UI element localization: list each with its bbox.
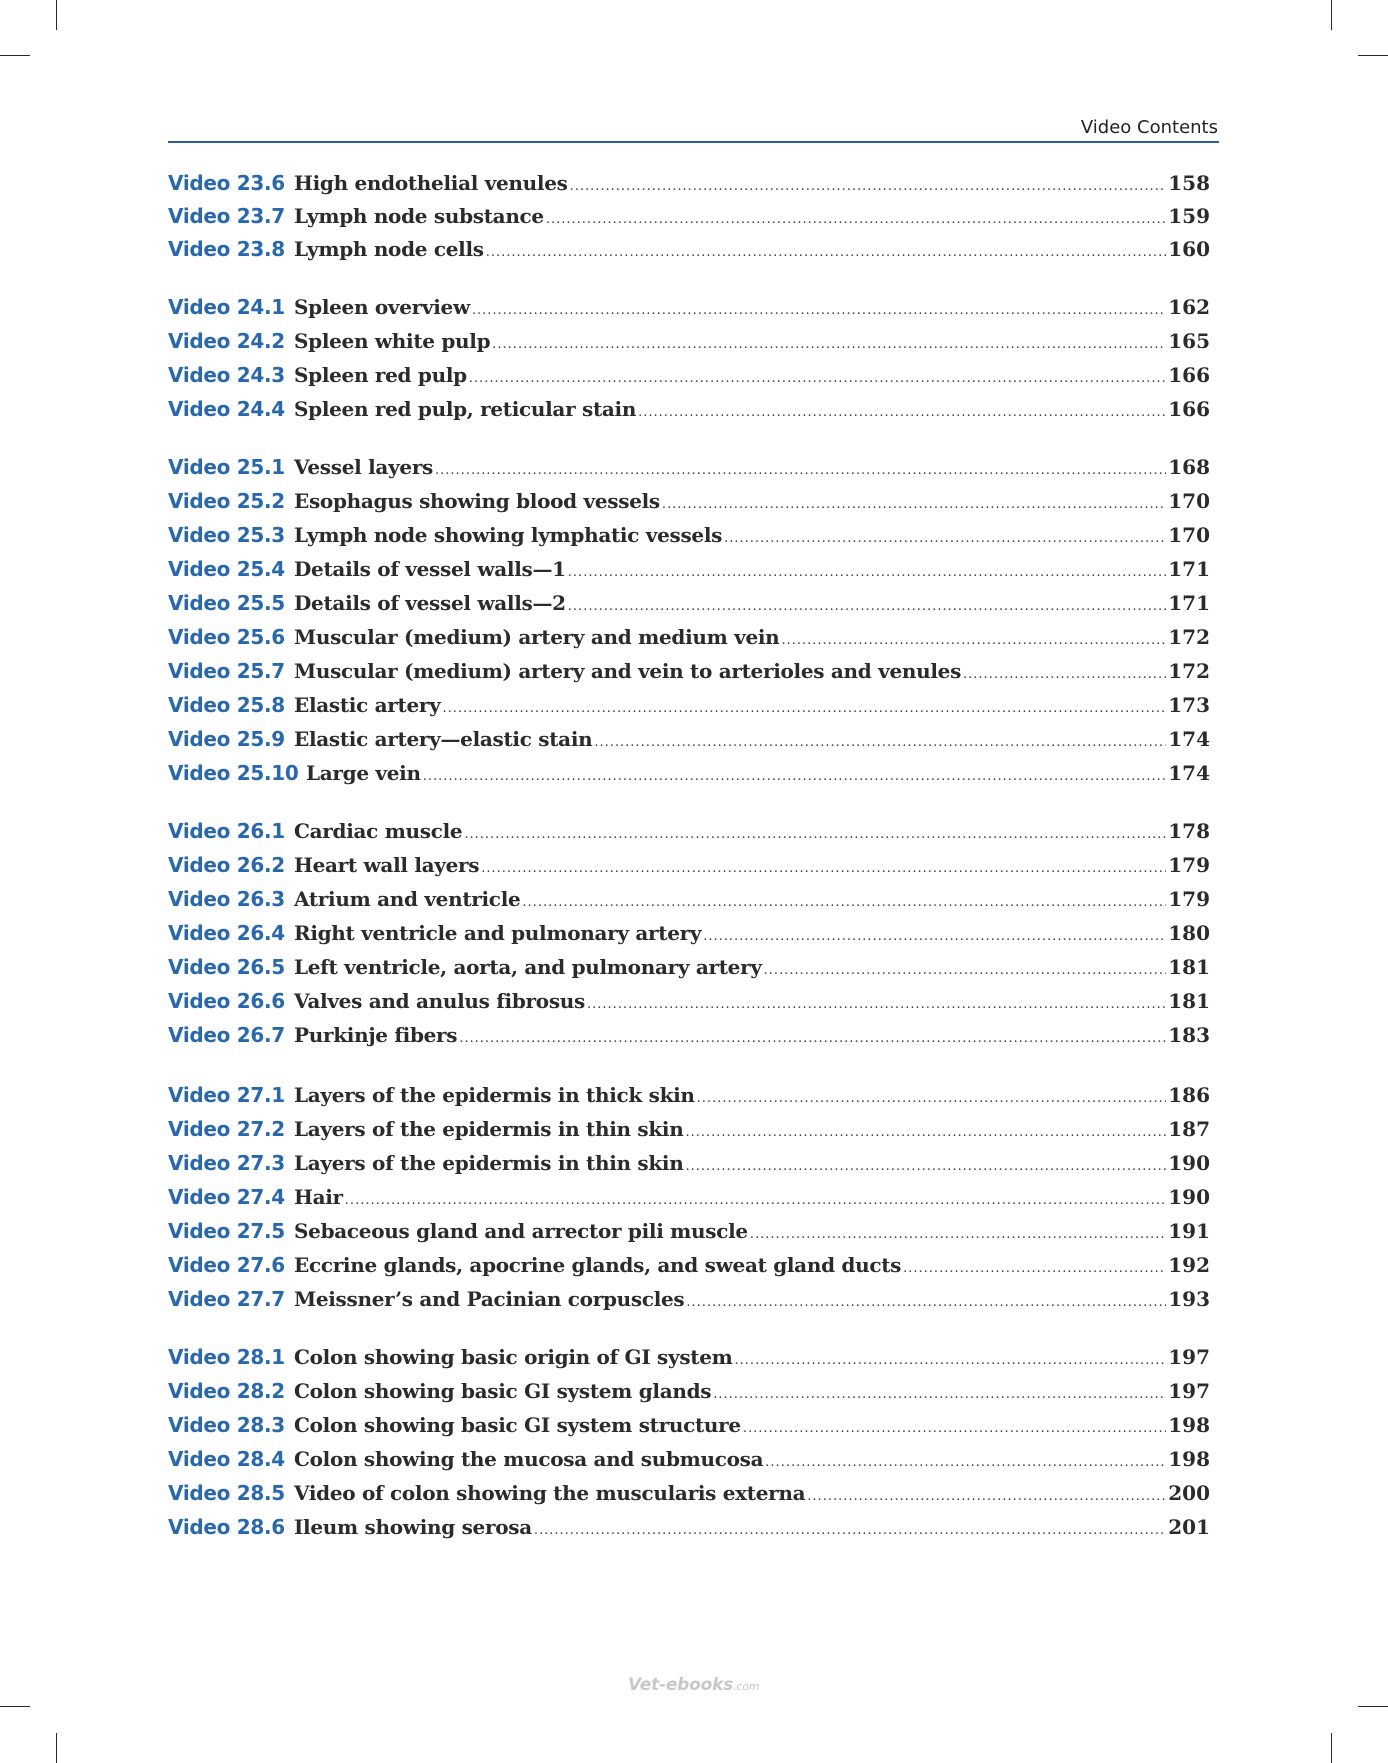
page-number: 187: [1168, 1117, 1210, 1141]
dot-leader: [685, 1152, 1166, 1182]
video-title: Spleen red pulp: [294, 363, 467, 387]
video-title: Atrium and ventricle: [294, 887, 521, 911]
page-number: 200: [1168, 1481, 1210, 1505]
toc-entry[interactable]: [168, 1342, 1210, 1372]
dot-leader: [345, 1186, 1166, 1216]
video-number[interactable]: Video 23.6: [168, 171, 285, 195]
video-number[interactable]: Video 26.5: [168, 955, 285, 979]
video-title: Ileum showing serosa: [294, 1515, 532, 1539]
video-number[interactable]: Video 24.2: [168, 329, 285, 353]
dot-leader: [807, 1482, 1166, 1512]
toc-entry[interactable]: [168, 1478, 1210, 1508]
toc-entry[interactable]: [168, 850, 1210, 880]
page-number: 172: [1168, 659, 1210, 683]
video-number[interactable]: Video 26.2: [168, 853, 285, 877]
dot-leader: [781, 626, 1166, 656]
video-number[interactable]: Video 25.7: [168, 659, 285, 683]
video-title: Purkinje fibers: [294, 1023, 458, 1047]
dot-leader: [464, 820, 1166, 850]
dot-leader: [492, 330, 1166, 360]
video-number[interactable]: Video 28.2: [168, 1379, 285, 1403]
dot-leader: [459, 1024, 1166, 1054]
watermark-logo: Vet-ebooks.com: [628, 1675, 760, 1695]
video-title: Layers of the epidermis in thin skin: [294, 1151, 684, 1175]
crop-mark: [1331, 1733, 1332, 1763]
crop-mark: [1358, 55, 1388, 56]
page-number: 183: [1168, 1023, 1210, 1047]
toc-entry[interactable]: [168, 360, 1210, 390]
dot-leader: [750, 1220, 1166, 1250]
toc-entry[interactable]: [168, 486, 1210, 516]
toc-entry[interactable]: [168, 622, 1210, 652]
video-number[interactable]: Video 27.4: [168, 1185, 285, 1209]
page-number: 166: [1168, 363, 1210, 387]
video-title: Lymph node substance: [294, 204, 544, 228]
running-head: Video Contents: [1080, 117, 1218, 138]
crop-mark: [1331, 0, 1332, 30]
page-number: 162: [1168, 295, 1210, 319]
toc-entry[interactable]: [168, 588, 1210, 618]
video-number[interactable]: Video 25.3: [168, 523, 285, 547]
toc-entry[interactable]: [168, 690, 1210, 720]
page-number: 173: [1168, 693, 1210, 717]
dot-leader: [697, 1084, 1167, 1114]
video-number[interactable]: Video 24.4: [168, 397, 285, 421]
page-number: 166: [1168, 397, 1210, 421]
video-title: Esophagus showing blood vessels: [294, 489, 660, 513]
page-number: 192: [1168, 1253, 1210, 1277]
page-number: 174: [1168, 761, 1210, 785]
dot-leader: [735, 1346, 1167, 1376]
dot-leader: [963, 660, 1166, 690]
page-number: 197: [1168, 1379, 1210, 1403]
video-title: Cardiac muscle: [294, 819, 463, 843]
dot-leader: [724, 524, 1166, 554]
toc-entry[interactable]: [168, 1114, 1210, 1144]
toc-entry[interactable]: [168, 986, 1210, 1016]
video-number[interactable]: Video 25.8: [168, 693, 285, 717]
dot-leader: [546, 205, 1166, 235]
video-number[interactable]: Video 24.1: [168, 295, 285, 319]
toc-entry[interactable]: [168, 1410, 1210, 1440]
toc-entry[interactable]: [168, 1250, 1210, 1280]
page-number: 179: [1168, 887, 1210, 911]
page-number: 174: [1168, 727, 1210, 751]
video-number[interactable]: Video 25.4: [168, 557, 285, 581]
header-rule: [168, 141, 1219, 143]
video-title: Valves and anulus fibrosus: [294, 989, 585, 1013]
video-number[interactable]: Video 25.5: [168, 591, 285, 615]
toc-entry[interactable]: [168, 1216, 1210, 1246]
video-title: Spleen white pulp: [294, 329, 491, 353]
toc-entry[interactable]: [168, 884, 1210, 914]
page-number: 181: [1168, 989, 1210, 1013]
video-title: Spleen overview: [294, 295, 470, 319]
page-number: 168: [1168, 455, 1210, 479]
video-number[interactable]: Video 28.3: [168, 1413, 285, 1437]
video-title: Details of vessel walls—1: [294, 557, 566, 581]
video-title: Muscular (medium) artery and medium vein: [294, 625, 780, 649]
page-number: 198: [1168, 1413, 1210, 1437]
toc-entry[interactable]: [168, 452, 1210, 482]
dot-leader: [743, 1414, 1166, 1444]
video-title: Elastic artery—elastic stain: [294, 727, 593, 751]
dot-leader: [481, 854, 1166, 884]
video-title: Left ventricle, aorta, and pulmonary artery: [294, 955, 762, 979]
video-number[interactable]: Video 23.7: [168, 204, 285, 228]
page-number: 181: [1168, 955, 1210, 979]
video-title: Colon showing basic GI system glands: [294, 1379, 712, 1403]
dot-leader: [568, 558, 1166, 588]
page-number: 190: [1168, 1185, 1210, 1209]
video-title: Elastic artery: [294, 693, 441, 717]
video-title: Colon showing the mucosa and submucosa: [294, 1447, 764, 1471]
toc-entry[interactable]: [168, 168, 1210, 198]
video-number[interactable]: Video 23.8: [168, 237, 285, 261]
video-title: Video of colon showing the muscularis externa: [294, 1481, 806, 1505]
video-number[interactable]: Video 28.5: [168, 1481, 285, 1505]
video-title: Eccrine glands, apocrine glands, and sweat gland ducts: [294, 1253, 902, 1277]
toc-entry[interactable]: [168, 816, 1210, 846]
video-number[interactable]: Video 26.3: [168, 887, 285, 911]
toc-entry[interactable]: [168, 520, 1210, 550]
page-number: 178: [1168, 819, 1210, 843]
toc-entry[interactable]: [168, 234, 1210, 264]
toc-entry[interactable]: [168, 394, 1210, 424]
video-number[interactable]: Video 26.6: [168, 989, 285, 1013]
toc-entry[interactable]: [168, 758, 1210, 788]
page-number: 171: [1168, 591, 1210, 615]
video-number[interactable]: Video 27.1: [168, 1083, 285, 1107]
dot-leader: [686, 1288, 1166, 1318]
video-title: Vessel layers: [294, 455, 434, 479]
toc-entry[interactable]: [168, 656, 1210, 686]
dot-leader: [764, 956, 1167, 986]
video-number[interactable]: Video 28.4: [168, 1447, 285, 1471]
page-number: 172: [1168, 625, 1210, 649]
dot-leader: [570, 172, 1167, 202]
dot-leader: [472, 296, 1166, 326]
video-number[interactable]: Video 25.9: [168, 727, 285, 751]
dot-leader: [534, 1516, 1166, 1546]
page-number: 190: [1168, 1151, 1210, 1175]
toc-entry[interactable]: [168, 1376, 1210, 1406]
dot-leader: [662, 490, 1166, 520]
video-number[interactable]: Video 26.4: [168, 921, 285, 945]
video-number[interactable]: Video 25.10: [168, 761, 299, 785]
video-number[interactable]: Video 27.6: [168, 1253, 285, 1277]
dot-leader: [587, 990, 1166, 1020]
dot-leader: [703, 922, 1166, 952]
page-number: 158: [1168, 171, 1210, 195]
page-number: 160: [1168, 237, 1210, 261]
toc-entry[interactable]: [168, 1080, 1210, 1110]
page-number: 180: [1168, 921, 1210, 945]
video-number[interactable]: Video 25.6: [168, 625, 285, 649]
video-number[interactable]: Video 27.7: [168, 1287, 285, 1311]
dot-leader: [765, 1448, 1166, 1478]
toc-entry[interactable]: [168, 201, 1210, 231]
video-number[interactable]: Video 28.6: [168, 1515, 285, 1539]
page-number: 191: [1168, 1219, 1210, 1243]
page-number: 171: [1168, 557, 1210, 581]
dot-leader: [469, 364, 1166, 394]
crop-mark: [0, 55, 30, 56]
video-number[interactable]: Video 28.1: [168, 1345, 285, 1369]
page-number: 197: [1168, 1345, 1210, 1369]
page-number: 165: [1168, 329, 1210, 353]
toc-entry[interactable]: [168, 918, 1210, 948]
page-number: 201: [1168, 1515, 1210, 1539]
video-title: Details of vessel walls—2: [294, 591, 566, 615]
dot-leader: [594, 728, 1166, 758]
dot-leader: [568, 592, 1166, 622]
video-title: Muscular (medium) artery and vein to arterioles and venules: [294, 659, 962, 683]
video-number[interactable]: Video 25.2: [168, 489, 285, 513]
video-title: High endothelial venules: [294, 171, 568, 195]
toc-entry[interactable]: [168, 1512, 1210, 1542]
page-number: 170: [1168, 489, 1210, 513]
toc-entry[interactable]: [168, 1182, 1210, 1212]
dot-leader: [685, 1118, 1166, 1148]
toc-entry[interactable]: [168, 724, 1210, 754]
video-title: Layers of the epidermis in thin skin: [294, 1117, 684, 1141]
toc-entry[interactable]: [168, 292, 1210, 322]
page-number: 159: [1168, 204, 1210, 228]
crop-mark: [0, 1706, 30, 1707]
dot-leader: [713, 1380, 1166, 1410]
video-title: Layers of the epidermis in thick skin: [294, 1083, 695, 1107]
video-title: Right ventricle and pulmonary artery: [294, 921, 702, 945]
video-number[interactable]: Video 26.7: [168, 1023, 285, 1047]
video-title: Lymph node cells: [294, 237, 484, 261]
dot-leader: [423, 762, 1167, 792]
video-number[interactable]: Video 25.1: [168, 455, 285, 479]
page-number: 170: [1168, 523, 1210, 547]
dot-leader: [638, 398, 1166, 428]
dot-leader: [522, 888, 1166, 918]
page-number: 186: [1168, 1083, 1210, 1107]
page-number: 179: [1168, 853, 1210, 877]
video-number[interactable]: Video 27.3: [168, 1151, 285, 1175]
toc-entry[interactable]: [168, 554, 1210, 584]
dot-leader: [435, 456, 1166, 486]
toc-entry[interactable]: [168, 1148, 1210, 1178]
video-title: Spleen red pulp, reticular stain: [294, 397, 637, 421]
video-title: Colon showing basic GI system structure: [294, 1413, 741, 1437]
dot-leader: [442, 694, 1166, 724]
crop-mark: [56, 0, 57, 30]
video-title: Colon showing basic origin of GI system: [294, 1345, 733, 1369]
video-title: Hair: [294, 1185, 343, 1209]
video-number[interactable]: Video 24.3: [168, 363, 285, 387]
toc-entry[interactable]: [168, 952, 1210, 982]
toc-entry[interactable]: [168, 326, 1210, 356]
toc-entry[interactable]: [168, 1284, 1210, 1314]
video-title: Large vein: [306, 761, 421, 785]
crop-mark: [56, 1733, 57, 1763]
video-title: Sebaceous gland and arrector pili muscle: [294, 1219, 748, 1243]
video-number[interactable]: Video 27.5: [168, 1219, 285, 1243]
video-title: Lymph node showing lymphatic vessels: [294, 523, 723, 547]
video-number[interactable]: Video 27.2: [168, 1117, 285, 1141]
crop-mark: [1358, 1706, 1388, 1707]
video-number[interactable]: Video 26.1: [168, 819, 285, 843]
dot-leader: [486, 238, 1167, 268]
page-number: 198: [1168, 1447, 1210, 1471]
video-title: Meissner’s and Pacinian corpuscles: [294, 1287, 685, 1311]
toc-entry[interactable]: [168, 1444, 1210, 1474]
video-title: Heart wall layers: [294, 853, 480, 877]
dot-leader: [903, 1254, 1166, 1284]
page-number: 193: [1168, 1287, 1210, 1311]
toc-entry[interactable]: [168, 1020, 1210, 1050]
